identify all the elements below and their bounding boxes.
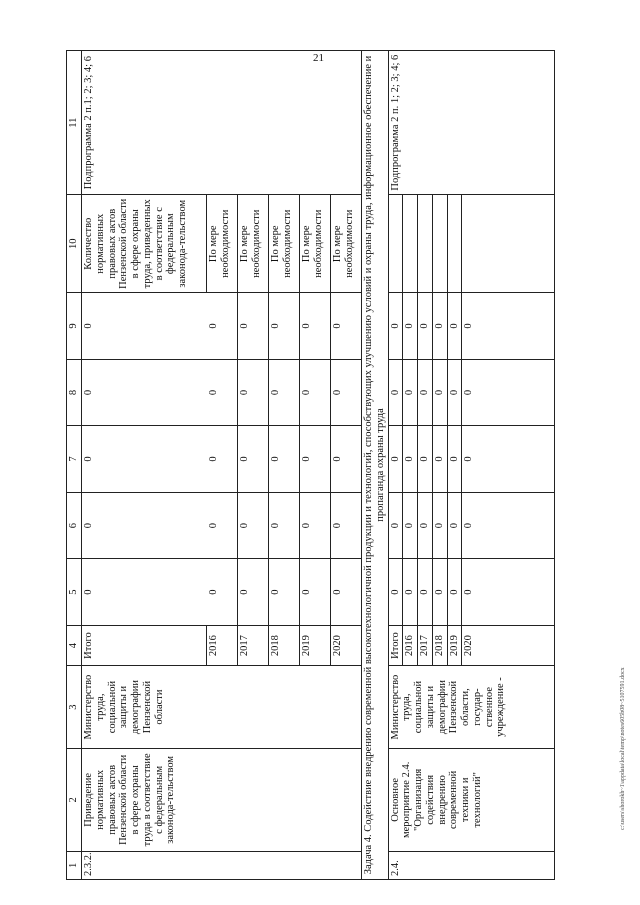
note-cell: По мере необходимости <box>238 195 269 293</box>
note-cell: По мере необходимости <box>269 195 300 293</box>
subprogram-ref: Подпрограмма 2 п. 1; 2; 3; 4; 6 <box>388 51 555 195</box>
value-cell: 0 <box>447 359 462 426</box>
year-cell: Итого <box>388 625 403 665</box>
year-cell: 2020 <box>331 625 362 665</box>
value-cell: 0 <box>447 426 462 493</box>
rotated-page-content <box>66 50 618 880</box>
year-cell: 2019 <box>300 625 331 665</box>
empty-cell <box>462 195 555 293</box>
value-cell: 0 <box>82 359 207 426</box>
empty-cell <box>388 195 403 293</box>
value-cell: 0 <box>82 426 207 493</box>
value-cell: 0 <box>447 559 462 626</box>
value-cell: 0 <box>432 293 447 360</box>
table-row <box>82 51 207 880</box>
value-cell: 0 <box>82 293 207 360</box>
col-number: 11 <box>67 51 82 195</box>
value-cell: 0 <box>207 559 238 626</box>
value-cell: 0 <box>447 492 462 559</box>
year-cell: 2017 <box>238 625 269 665</box>
value-cell: 0 <box>238 426 269 493</box>
value-cell: 0 <box>300 359 331 426</box>
col-number: 1 <box>67 851 82 879</box>
col-number: 5 <box>67 559 82 626</box>
value-cell: 0 <box>331 559 362 626</box>
year-cell: 2018 <box>432 625 447 665</box>
note-cell: По мере необходимости <box>331 195 362 293</box>
page-number: 21 <box>313 52 324 64</box>
col-number: 4 <box>67 625 82 665</box>
value-cell: 0 <box>238 492 269 559</box>
value-cell: 0 <box>331 359 362 426</box>
col-number: 7 <box>67 426 82 493</box>
value-cell: 0 <box>82 492 207 559</box>
value-cell: 0 <box>418 492 433 559</box>
year-cell: 2016 <box>207 625 238 665</box>
year-cell: 2016 <box>403 625 418 665</box>
col-number: 3 <box>67 666 82 749</box>
col-number: 6 <box>67 492 82 559</box>
value-cell: 0 <box>462 492 555 559</box>
value-cell: 0 <box>403 492 418 559</box>
value-cell: 0 <box>388 293 403 360</box>
value-cell: 0 <box>403 293 418 360</box>
value-cell: 0 <box>432 426 447 493</box>
value-cell: 0 <box>300 559 331 626</box>
value-cell: 0 <box>462 359 555 426</box>
file-path-text: c:\users\shorokh~1\appdata\local\temp\notes605b08~5107591.docx <box>620 667 626 830</box>
task-row <box>362 51 389 880</box>
row-number: 2.3.2. <box>82 851 362 879</box>
year-cell: 2017 <box>418 625 433 665</box>
value-cell: 0 <box>462 293 555 360</box>
value-cell: 0 <box>300 426 331 493</box>
empty-cell <box>432 195 447 293</box>
value-cell: 0 <box>388 426 403 493</box>
value-cell: 0 <box>462 559 555 626</box>
value-cell: 0 <box>331 492 362 559</box>
note-cell: По мере необходимости <box>300 195 331 293</box>
value-cell: 0 <box>238 359 269 426</box>
value-cell: 0 <box>388 492 403 559</box>
value-cell: 0 <box>462 426 555 493</box>
year-cell: 2020 <box>462 625 555 665</box>
value-cell: 0 <box>388 359 403 426</box>
value-cell: 0 <box>238 559 269 626</box>
value-cell: 0 <box>418 293 433 360</box>
column-number-row <box>67 51 82 880</box>
empty-cell <box>418 195 433 293</box>
value-cell: 0 <box>82 559 207 626</box>
table-row <box>388 51 403 880</box>
value-cell: 0 <box>447 293 462 360</box>
value-cell: 0 <box>403 559 418 626</box>
value-cell: 0 <box>269 559 300 626</box>
program-table <box>66 50 555 880</box>
value-cell: 0 <box>432 359 447 426</box>
value-cell: 0 <box>432 492 447 559</box>
value-cell: 0 <box>269 426 300 493</box>
indicator: Количество нормативных правовых актов Пензенской области в сфере охраны труда, приведенных в соответствие с федеральным законода-тельством <box>82 195 207 293</box>
value-cell: 0 <box>207 359 238 426</box>
value-cell: 0 <box>300 293 331 360</box>
col-number: 8 <box>67 359 82 426</box>
value-cell: 0 <box>418 359 433 426</box>
value-cell: 0 <box>269 293 300 360</box>
executor: Министерство труда, социальной защиты и демографии Пензенской области, государ-ственное учреждение - <box>388 666 555 749</box>
value-cell: 0 <box>388 559 403 626</box>
row-number: 2.4. <box>388 851 555 879</box>
measure-name: Приведение нормативных правовых актов Пензенской области в сфере охраны труда в соответствие с федеральным законода-тельством <box>82 748 362 851</box>
value-cell: 0 <box>207 492 238 559</box>
value-cell: 0 <box>418 426 433 493</box>
empty-cell <box>447 195 462 293</box>
empty-cell <box>403 195 418 293</box>
col-number: 10 <box>67 195 82 293</box>
col-number: 2 <box>67 748 82 851</box>
year-cell: 2018 <box>269 625 300 665</box>
value-cell: 0 <box>331 293 362 360</box>
subprogram-ref: Подпрограмма 2 п.1; 2; 3; 4; 6 <box>82 51 362 195</box>
value-cell: 0 <box>207 426 238 493</box>
value-cell: 0 <box>432 559 447 626</box>
value-cell: 0 <box>207 293 238 360</box>
col-number: 9 <box>67 293 82 360</box>
value-cell: 0 <box>418 559 433 626</box>
value-cell: 0 <box>269 492 300 559</box>
value-cell: 0 <box>403 426 418 493</box>
measure-name: Основное мероприятие 2.4. "Организация содействия внедрению современной техники и технологий" <box>388 748 555 851</box>
value-cell: 0 <box>269 359 300 426</box>
value-cell: 0 <box>403 359 418 426</box>
value-cell: 0 <box>331 426 362 493</box>
task-heading: Задача 4. Содействие внедрению современной высокотехнологичной продукции и технологий, способствующих улучшению условий и охраны труда, информационное обеспечение и пропаганда охраны труда <box>362 51 389 880</box>
note-cell: По мере необходимости <box>207 195 238 293</box>
value-cell: 0 <box>238 293 269 360</box>
executor: Министерство труда, социальной защиты и демографии Пензенской области <box>82 666 362 749</box>
year-cell: Итого <box>82 625 207 665</box>
value-cell: 0 <box>300 492 331 559</box>
year-cell: 2019 <box>447 625 462 665</box>
